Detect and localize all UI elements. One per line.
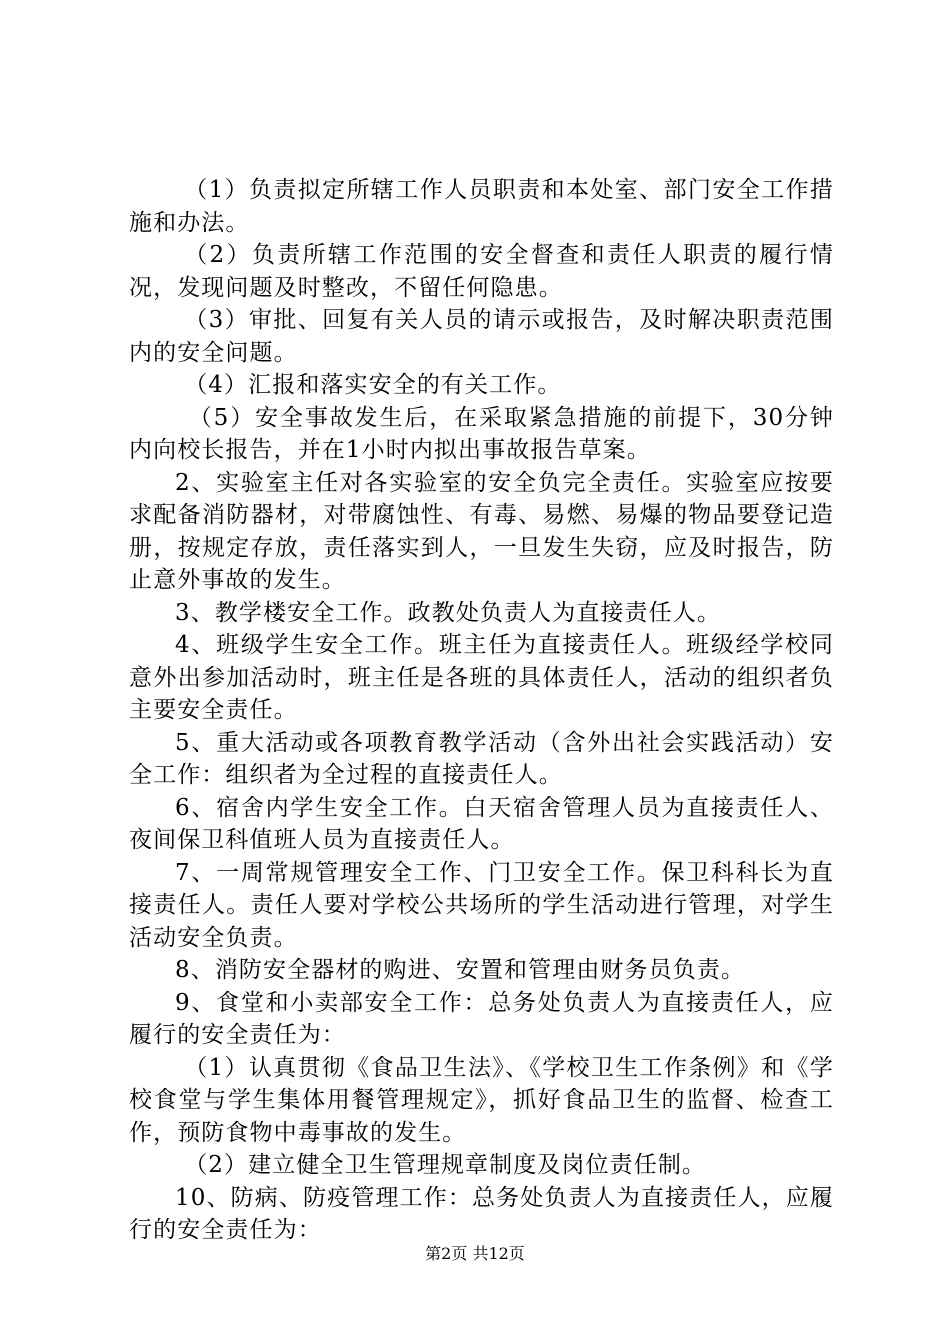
paragraph-1: （1）负责拟定所辖工作人员职责和本处室、部门安全工作措施和办法。 [129,177,834,236]
paragraph-12: 8、消防安全器材的购进、安置和管理由财务员负责。 [175,957,746,983]
paragraph-8: 4、班级学生安全工作。班主任为直接责任人。班级经学校同意外出参加活动时，班主任是各班的具体责任人，活动的组织者负主要安全责任。 [129,632,834,723]
paragraph-6: 2、实验室主任对各实验室的安全负完全责任。实验室应按要求配备消防器材，对带腐蚀性、有毒、易燃、易爆的物品要登记造册，按规定存放，责任落实到人，一旦发生失窃，应及时报告，防止意外事故的发生。 [129,469,834,593]
paragraph-4: （4）汇报和落实安全的有关工作。 [184,372,562,398]
page-number-footer: 第2页 共12页 [425,1244,525,1263]
paragraph-2: （2）负责所辖工作范围的安全督查和责任人职责的履行情况，发现问题及时整改，不留任何隐患。 [129,242,834,301]
paragraph-15: （2）建立健全卫生管理规章制度及岗位责任制。 [184,1152,707,1178]
paragraph-10: 6、宿舍内学生安全工作。白天宿舍管理人员为直接责任人、夜间保卫科值班人员为直接责任人。 [129,794,834,853]
paragraph-16: 10、防病、防疫管理工作：总务处负责人为直接责任人，应履行的安全责任为： [129,1184,834,1243]
paragraph-11: 7、一周常规管理安全工作、门卫安全工作。保卫科科长为直接责任人。责任人要对学校公共场所的学生活动进行管理，对学生活动安全负责。 [129,859,834,951]
paragraph-7: 3、教学楼安全工作。政教处负责人为直接责任人。 [175,599,721,626]
paragraph-13: 9、食堂和小卖部安全工作：总务处负责人为直接责任人，应履行的安全责任为： [129,989,834,1048]
paragraph-14: （1）认真贯彻《食品卫生法》、《学校卫生工作条例》和《学校食堂与学生集体用餐管理规定》，抓好食品卫生的监督、检查工作，预防食物中毒事故的发生。 [129,1054,834,1146]
paragraph-3: （3）审批、回复有关人员的请示或报告，及时解决职责范围内的安全问题。 [129,307,834,366]
document-body [129,174,834,1247]
paragraph-5: （5）安全事故发生后，在采取紧急措施的前提下，30分钟内向校长报告，并在1小时内拟出事故报告草案。 [129,404,834,463]
paragraph-9: 5、重大活动或各项教育教学活动（含外出社会实践活动）安全工作：组织者为全过程的直接责任人。 [129,729,834,788]
